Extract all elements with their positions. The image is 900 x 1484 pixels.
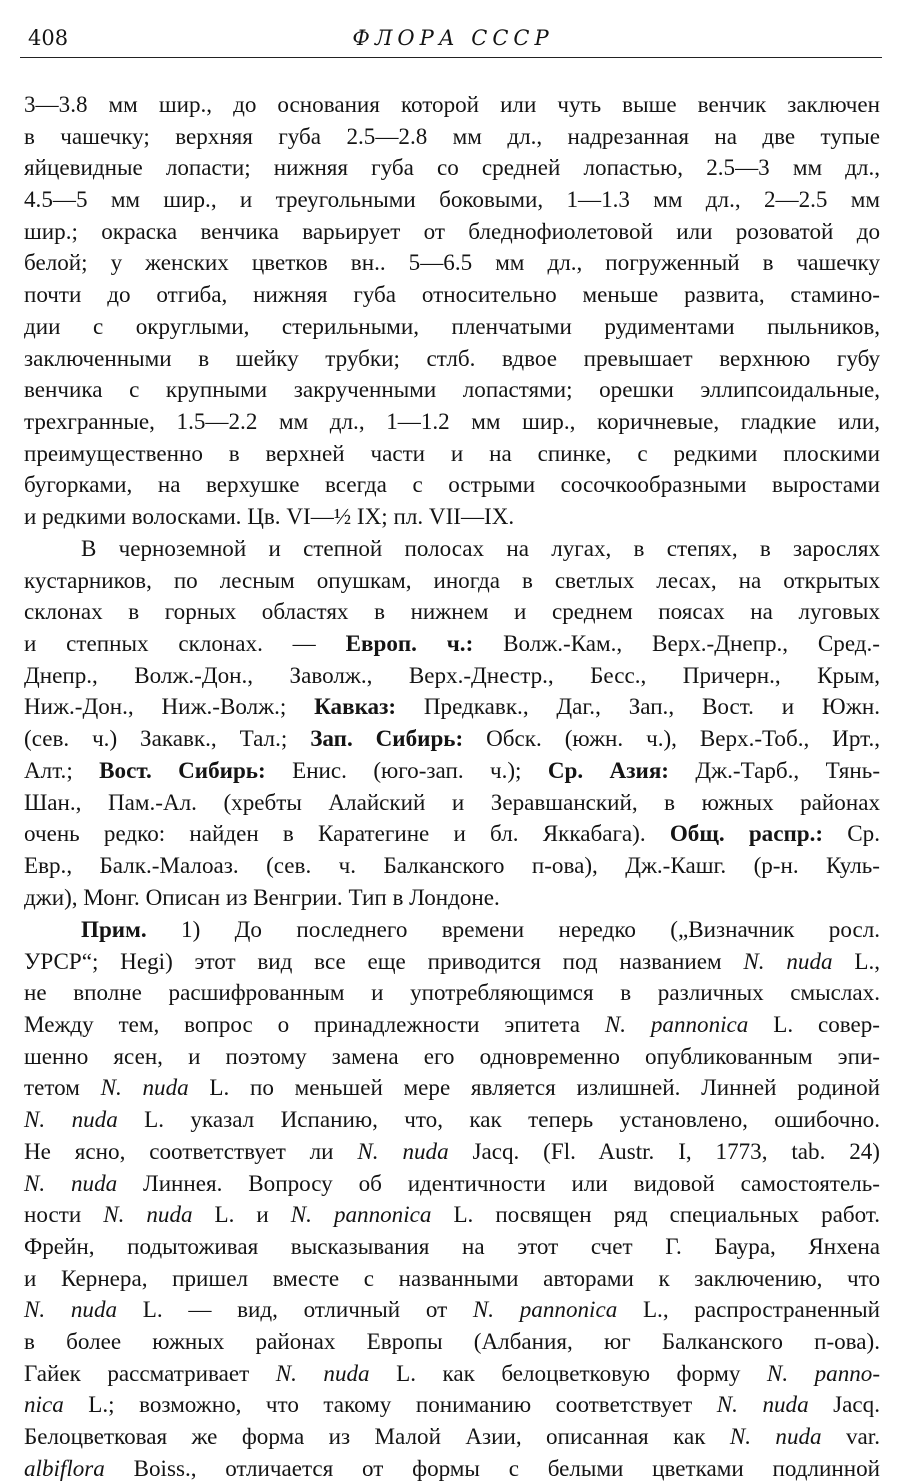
text-run: L. указал Испанию, что, как теперь установлено, ошибочно. [117,1106,880,1133]
text-line [24,977,880,1009]
text-run: Гайек рассматривает [24,1359,276,1386]
text-line [24,311,880,343]
text-run: Дж.-Тарб., Тянь- [669,756,881,783]
text-run: var. [821,1423,880,1449]
text-run: В черноземной и степной полосах на лугах, в степях, в зарослях [81,535,880,561]
taxon-name: N. nuda [24,1296,118,1323]
text-run: венчика с крупными закрученными лопастями; орешки эллипсоидальные, [24,376,880,403]
text-line [24,914,880,946]
text-line [24,755,880,787]
text-line [24,438,880,470]
text-line [24,1009,880,1041]
text-run: УРСР“; Hegi) этот вид все еще приводится под названием [24,947,744,974]
text-line [24,374,880,406]
text-run: Волж.-Кам., Верх.-Днепр., Сред.- [473,630,880,657]
text-run: Линнея. Вопросу об идентичности или видовой самостоятель- [117,1169,880,1196]
header-rule [20,57,882,58]
text-run: L. совер- [748,1011,880,1038]
text-line [24,723,880,755]
text-run: L. по меньшей мере является излишней. Линней родиной [188,1074,881,1101]
text-run: (сев. ч.) Закавк., Тал.; [24,725,311,752]
text-line [24,152,880,184]
taxon-name: N. nuda [24,1169,118,1196]
bold-label: Общ. распр.: [669,820,824,847]
text-run: Енис. (юго-зап. ч.); [265,756,548,783]
bold-label: Прим. [81,916,147,942]
text-line [24,565,880,597]
text-run: в более южных районах Европы (Албания, юг Балканского п-ова). [24,1327,880,1354]
text-line [24,691,880,723]
text-line [24,1389,880,1421]
text-run: Шан., Пам.-Ал. (хребты Алайский и Зеравшанский, в южных районах [24,788,880,815]
text-line [24,247,880,279]
text-run: джи), Монг. Описан из Венгрии. Тип в Лондоне. [24,883,500,910]
text-run: в чашечку; верхняя губа 2.5—2.8 мм дл., надрезанная на две тупые [24,122,880,149]
text-line [24,406,880,438]
text-run: белой; у женских цветков вн.. 5—6.5 мм дл., погруженный в чашечку [24,249,880,276]
text-line [24,1453,880,1484]
text-line [24,1199,880,1231]
taxon-name: N. panno- [766,1359,881,1386]
text-line [24,850,880,882]
text-run: L. — вид, отличный от [117,1296,473,1323]
text-run: 3—3.8 мм шир., до основания которой или чуть выше венчик заключен [24,91,880,117]
paragraph-description [24,89,880,533]
text-run: Ниж.-Дон., Ниж.-Волж.; [24,693,315,720]
text-run: L. посвящен ряд специальных работ. [431,1201,880,1228]
text-run: заключенными в шейку трубки; стлб. вдвое превышает верхнюю губу [24,344,880,371]
text-line [24,1294,880,1326]
text-line [24,533,880,565]
text-run: Jacq. (Fl. Austr. I, 1773, tab. 24) [448,1137,880,1164]
taxon-name: albiflora [24,1454,105,1481]
paragraph-distribution [24,533,880,913]
text-run: преимущественно в верхней части и на спинке, с редкими плоскими [24,439,880,466]
text-line [24,596,880,628]
text-line [24,660,880,692]
bold-label: Зап. Сибирь: [310,725,464,752]
taxon-name: N. nuda [716,1391,809,1418]
taxon-name: N. nuda [24,1106,118,1133]
text-line [24,121,880,153]
text-run: и степных склонах. — [24,630,346,657]
text-run: Boiss., отличается от формы с белыми цветками подлинной [104,1454,880,1481]
text-line [24,1421,880,1453]
text-run: 4.5—5 мм шир., и треугольными боковыми, 1—1.3 мм дл., 2—2.5 мм [24,186,880,213]
text-run: и редкими волосками. Цв. VI—½ IX; пл. VII—IX. [24,502,515,529]
page-number: 408 [28,26,69,50]
text-line [24,818,880,850]
text-line [24,1136,880,1168]
taxon-name: nica [24,1391,64,1418]
bold-label: Кавказ: [314,693,397,720]
text-run: трехгранные, 1.5—2.2 мм дл., 1—1.2 мм шир., коричневые, гладкие или, [24,407,880,434]
paragraph-note [24,914,880,1484]
text-line [24,184,880,216]
text-run: склонах в горных областях в нижнем и среднем поясах на луговых [24,598,880,625]
taxon-name: N. nuda [743,947,833,974]
text-line [24,469,880,501]
text-run: L., распространенный [617,1296,881,1323]
text-line [24,1041,880,1073]
text-run: Обск. (южн. ч.), Верх.-Тоб., Ирт., [463,725,881,752]
taxon-name: N. nuda [100,1074,189,1101]
text-run: Фрейн, подытоживая высказывания на этот счет Г. Баура, Янхена [24,1232,880,1259]
text-line [24,1263,880,1295]
text-run: L. и [192,1201,291,1228]
text-line [24,1072,880,1104]
bold-label: Вост. Сибирь: [99,756,266,783]
taxon-name: N. nuda [729,1423,822,1449]
text-run: яйцевидные лопасти; нижняя губа со средней лопастью, 2.5—3 мм дл., [24,154,880,181]
text-run: Предкавк., Даг., Зап., Вост. и Южн. [396,693,880,720]
text-run: L., [832,947,880,974]
taxon-name: N. nuda [275,1359,370,1386]
text-line [24,628,880,660]
text-run: ности [24,1201,104,1228]
text-run: не вполне расшифрованным и употребляющимся в различных смыслах. [24,979,880,1006]
text-run: Jacq. [808,1391,880,1418]
text-run: Алт.; [24,756,100,783]
text-run: Между тем, вопрос о принадлежности эпитета [24,1011,605,1038]
text-line [24,1358,880,1390]
text-run: бугорками, на верхушке всегда с острыми сосочкообразными выростами [24,471,880,498]
taxon-name: N. pannonica [290,1201,432,1228]
text-run: Ср. [823,820,880,847]
text-run: и Кернера, пришел вместе с названными авторами к заключению, что [24,1264,880,1291]
text-line [24,279,880,311]
bold-label: Ср. Азия: [547,756,670,783]
text-run: кустарников, по лесным опушкам, иногда в светлых лесах, на открытых [24,566,880,593]
text-run: дии с округлыми, стерильными, пленчатыми рудиментами пыльников, [24,312,880,339]
text-run: L.; возможно, что такому пониманию соответствует [63,1391,717,1418]
text-run: L. как белоцветковую форму [369,1359,767,1386]
text-run: Белоцветковая же форма из Малой Азии, описанная как [24,1423,730,1449]
bold-label: Европ. ч.: [345,630,474,657]
taxon-name: N. nuda [357,1137,449,1164]
text-run: 1) До последнего времени нередко („Визначник росл. [146,916,880,942]
text-line [24,89,880,121]
page-header [28,26,878,56]
taxon-name: N. nuda [103,1201,193,1228]
text-run: шенно ясен, и поэтому замена его одновременно опубликованным эпи- [24,1042,880,1069]
taxon-name: N. pannonica [472,1296,618,1323]
text-line [24,216,880,248]
text-run: Не ясно, соответствует ли [24,1137,358,1164]
taxon-name: N. pannonica [604,1011,749,1038]
text-run: почти до отгиба, нижняя губа относительно меньше развита, стамино- [24,281,880,308]
running-title: ФЛОРА СССР [352,26,554,50]
text-line [24,946,880,978]
text-line [24,1326,880,1358]
text-line [24,1168,880,1200]
text-run: очень редко: найден в Каратегине и бл. Яккабага). [24,820,670,847]
text-run: тетом [24,1074,101,1101]
text-line [24,1231,880,1263]
text-run: Днепр., Волж.-Дон., Заволж., Верх.-Днестр., Бесс., Причерн., Крым, [24,661,880,688]
text-line [24,787,880,819]
text-line [24,882,880,914]
text-run: шир.; окраска венчика варьирует от бледнофиолетовой или розоватой до [24,217,880,244]
text-run: Евр., Балк.-Малоаз. (сев. ч. Балканского п-ова), Дж.-Кашг. (р-н. Куль- [24,851,880,878]
text-line [24,1104,880,1136]
text-line [24,501,880,533]
text-line [24,343,880,375]
